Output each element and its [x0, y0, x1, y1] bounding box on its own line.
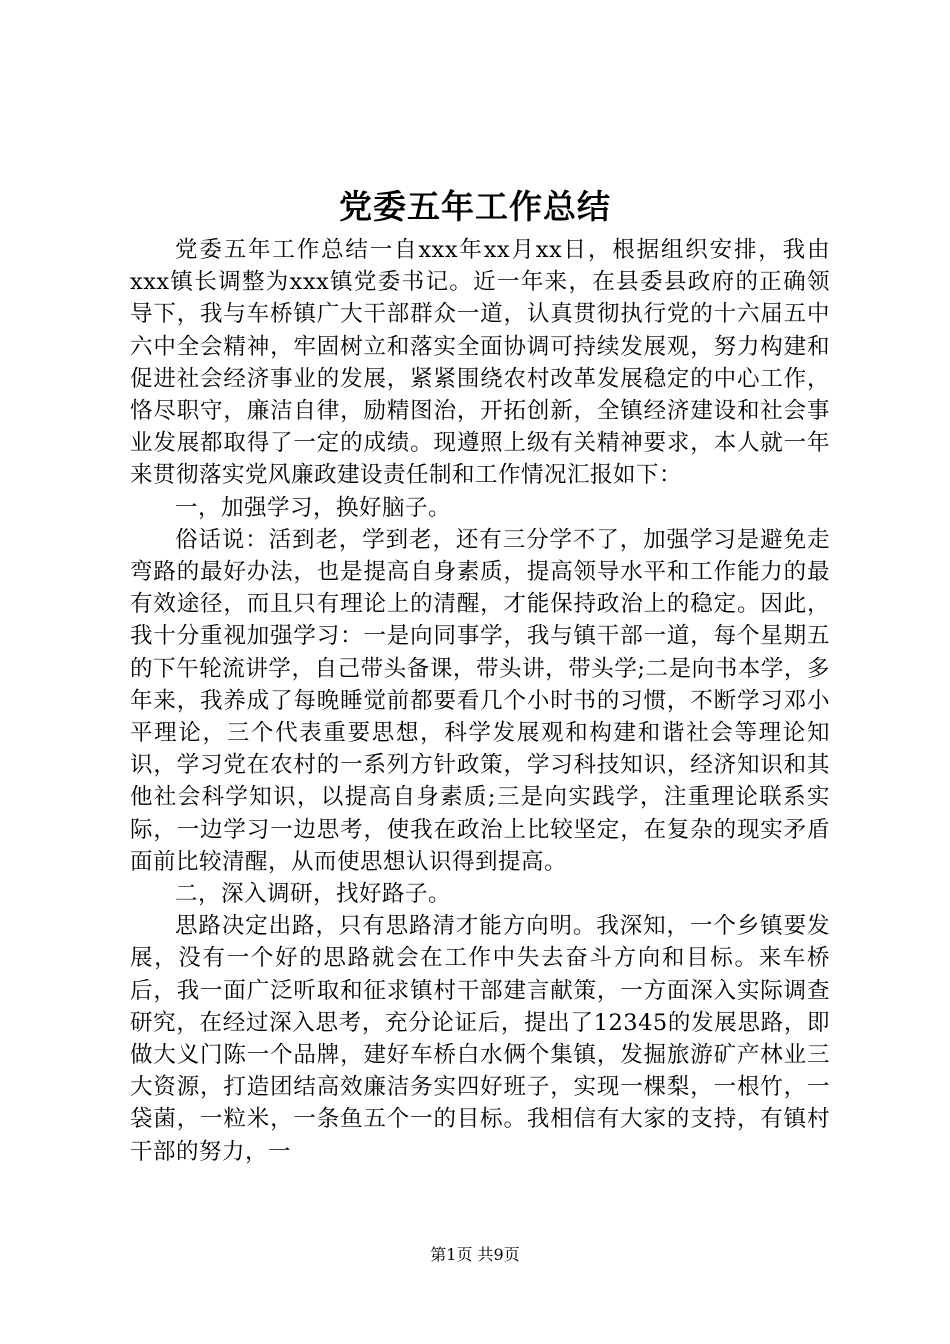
body-paragraph-study: 俗话说：活到老，学到老，还有三分学不了，加强学习是避免走弯路的最好办法，也是提高自身素质，提高领导水平和工作能力的最有效途径，而且只有理论上的清醒，才能保持政治上的稳定。因此，我十分重视加强学习：一是向同事学，我与镇干部一道，每个星期五的下午轮流讲学，自己带头备课，带头讲，带头学;二是向书本学，多年来，我养成了每晚睡觉前都要看几个小时书的习惯，不断学习邓小平理论，三个代表重要思想，科学发展观和构建和谐社会等理论知识，学习党在农村的一系列方针政策，学习科技知识，经济知识和其他社会科学知识，以提高自身素质;三是向实践学，注重理论联系实际，一边学习一边思考，使我在政治上比较坚定，在复杂的现实矛盾面前比较清醒，从而使思想认识得到提高。 [130, 526, 830, 875]
body-paragraph-research: 思路决定出路，只有思路清才能方向明。我深知，一个乡镇要发展，没有一个好的思路就会在工作中失去奋斗方向和目标。来车桥后，我一面广泛听取和征求镇村干部建言献策，一方面深入实际调查研究，在经过深入思考，充分论证后，提出了12345的发展思路，即做大义门陈一个品牌，建好车桥白水俩个集镇，发掘旅游矿产林业三大资源，打造团结高效廉洁务实四好班子，实现一棵梨，一根竹，一袋菌，一粒米，一条鱼五个一的目标。我相信有大家的支持，有镇村干部的努力，一 [130, 913, 830, 1165]
document-title: 党委五年工作总结 [339, 187, 611, 226]
section-heading-research: 二，深入调研，找好路子。 [175, 881, 452, 908]
document-body [130, 234, 830, 1168]
page-number-footer: 第1页 共9页 [430, 1245, 520, 1264]
section-heading-study: 一，加强学习，换好脑子。 [175, 494, 452, 521]
body-paragraph-intro: 党委五年工作总结一自xxx年xx月xx日，根据组织安排，我由xxx镇长调整为xxx镇党委书记。近一年来，在县委县政府的正确领导下，我与车桥镇广大干部群众一道，认真贯彻执行党的十六届五中六中全会精神，牢固树立和落实全面协调可持续发展观，努力构建和促进社会经济事业的发展，紧紧围绕农村改革发展稳定的中心工作，恪尽职守，廉洁自律，励精图治，开拓创新，全镇经济建设和社会事业发展都取得了一定的成绩。现遵照上级有关精神要求，本人就一年来贯彻落实党风廉政建设责任制和工作情况汇报如下： [130, 237, 830, 489]
